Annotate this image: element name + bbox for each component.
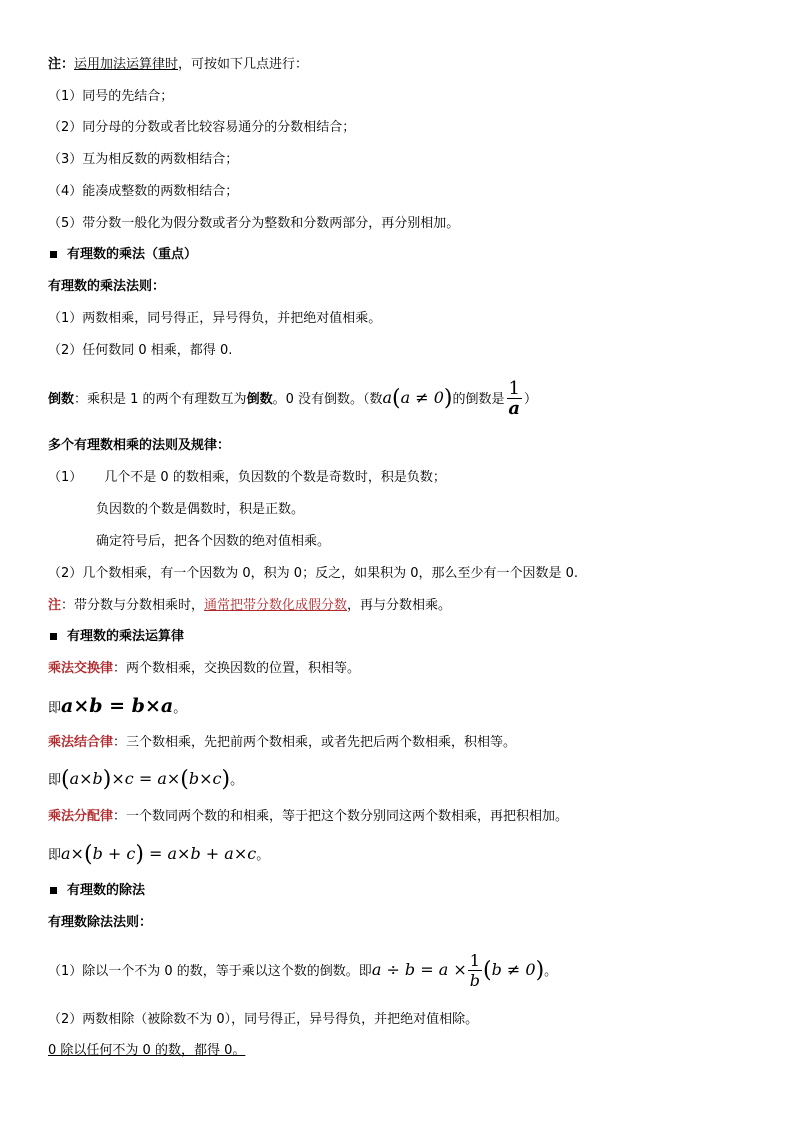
- section-heading-division: 有理数的除法: [48, 882, 145, 900]
- div-rule-1: （1）除以一个不为 0 的数，等于乘以这个数的倒数。即a ÷ b = a × $\frac{1}{b}$ (b ≠ 0)。: [48, 951, 558, 990]
- note-label: 注：: [48, 57, 75, 72]
- point-3: （3）互为相反数的两数相结合；: [48, 152, 239, 167]
- note-addition-laws: [48, 56, 308, 74]
- associative-law: 乘法结合律：三个数相乘，先把前两个数相乘，或者先把后两个数相乘，积相等。: [48, 735, 517, 750]
- square-bullet-icon: [50, 251, 57, 258]
- note-mixed-fraction: 注：带分数与分数相乘时，通常把带分数化成假分数，再与分数相乘。: [48, 598, 452, 613]
- reciprocal-variable: a(a ≠ 0): [382, 386, 453, 411]
- associative-formula: 即(a×b)×c = a×(b×c)。: [48, 767, 244, 792]
- div-rule-3[interactable]: 0 除以任何不为 0 的数，都得 0。: [48, 1043, 246, 1058]
- distributive-law: 乘法分配律：一个数同两个数的和相乘，等于把这个数分别同这两个数相乘，再把积相加。: [48, 809, 569, 824]
- mult-rule-title: 有理数的乘法法则：: [48, 279, 166, 294]
- commutative-formula: 即a×b = b×a。: [48, 695, 187, 717]
- square-bullet-icon: [50, 633, 57, 640]
- note-addition-link[interactable]: 运用加法运算律时: [74, 57, 179, 72]
- multi-rule-1b: 负因数的个数是偶数时，积是正数。: [96, 502, 305, 517]
- reciprocal-term: 倒数: [48, 392, 75, 407]
- reciprocal-definition: 倒数：乘积是 1 的两个有理数互为倒数。0 没有倒数。（数a(a ≠ 0)的倒数是 $\frac{1}{a}$ ）: [48, 378, 537, 419]
- point-2: （2）同分母的分数或者比较容易通分的分数相结合；: [48, 120, 356, 135]
- multi-rule-1c: 确定符号后，把各个因数的绝对值相乘。: [96, 534, 331, 549]
- section-heading-multiplication: 有理数的乘法（重点）: [48, 246, 197, 264]
- commutative-term: 乘法交换律: [48, 661, 114, 676]
- commutative-law: 乘法交换律：两个数相乘，交换因数的位置，积相等。: [48, 661, 361, 676]
- point-1: （1）同号的先结合；: [48, 89, 174, 104]
- mult-rule-2: （2）任何数同 0 相乘，都得 0.: [48, 343, 233, 358]
- div-rule-2: （2）两数相除（被除数不为 0），同号得正，异号得负，并把绝对值相除。: [48, 1012, 479, 1027]
- section-heading-laws: 有理数的乘法运算律: [48, 628, 184, 646]
- multi-rule-2: （2）几个数相乘，有一个因数为 0，积为 0；反之，如果积为 0，那么至少有一个因数是 0.: [48, 566, 579, 581]
- distributive-term: 乘法分配律: [48, 809, 114, 824]
- distributive-formula: 即a×(b + c) = a×b + a×c。: [48, 842, 270, 867]
- point-5: （5）带分数一般化为假分数或者分为整数和分数两部分，再分别相加。: [48, 216, 460, 231]
- note-text: ，可按如下几点进行：: [178, 57, 309, 72]
- div-fraction: $\frac{1}{b}$: [469, 951, 480, 990]
- multi-rule-title: 多个有理数相乘的法则及规律：: [48, 438, 231, 453]
- reciprocal-fraction: $\frac{1}{a}$: [508, 378, 521, 419]
- mult-rule-1: （1）两数相乘，同号得正，异号得负，并把绝对值相乘。: [48, 311, 382, 326]
- note2-label: 注: [48, 598, 62, 613]
- multi-rule-1a: （1） 几个不是 0 的数相乘，负因数的个数是奇数时，积是负数；: [48, 470, 446, 485]
- note2-link[interactable]: 通常把带分数化成假分数: [204, 598, 348, 613]
- associative-term: 乘法结合律: [48, 735, 114, 750]
- point-4: （4）能凑成整数的两数相结合；: [48, 184, 239, 199]
- div-rule-title: 有理数除法法则：: [48, 915, 153, 930]
- square-bullet-icon: [50, 887, 57, 894]
